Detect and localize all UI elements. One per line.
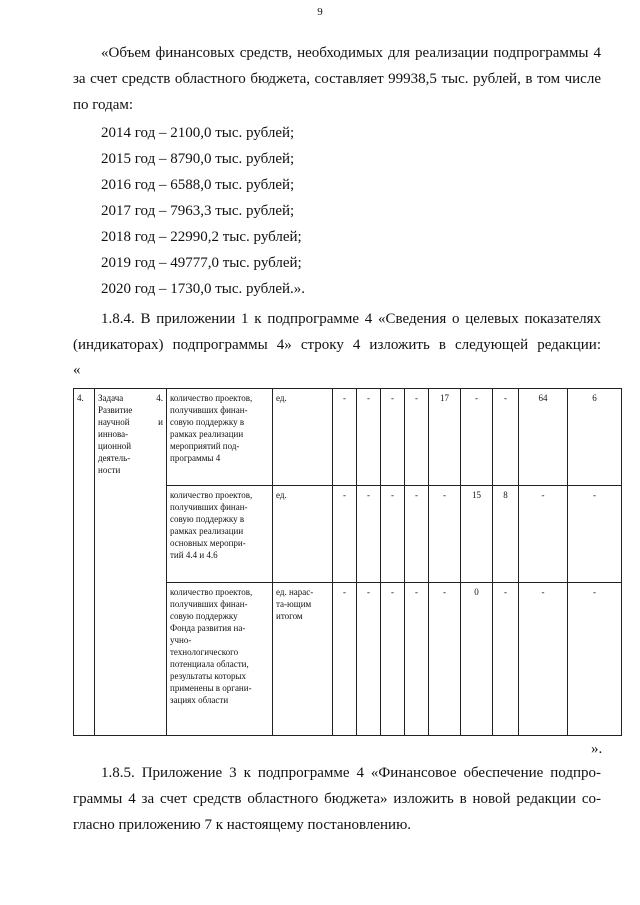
value-cell: - (493, 389, 519, 486)
unit-cell: ед. (273, 389, 333, 486)
unit-cell: ед. нарас- та-ющим итогом (273, 583, 333, 736)
value-cell: - (381, 389, 405, 486)
intro-line: по годам: (73, 97, 134, 113)
value-cell: - (357, 389, 381, 486)
section-line: гласно приложению 7 к настоящему постановлению. (73, 817, 412, 833)
intro-line: «Объем финансовых средств, необходимых для реализации подпрограммы 4 (101, 45, 601, 61)
year-list (101, 120, 305, 302)
value-cell: - (381, 583, 405, 736)
unit-cell: ед. (273, 486, 333, 583)
value-cell: 0 (461, 583, 493, 736)
value-cell: - (429, 486, 461, 583)
indicator-description: количество проектов, получивших финан- совую поддержку в рамках реализации основных меропри- тий 4.4 и 4.6 (167, 486, 273, 583)
value-cell: - (333, 389, 357, 486)
year-item: 2018 год – 22990,2 тыс. рублей; (101, 229, 302, 245)
value-cell: - (405, 486, 429, 583)
row-number: 4. (74, 389, 95, 736)
value-cell: - (357, 583, 381, 736)
page-number: 9 (317, 6, 323, 18)
value-cell: 8 (493, 486, 519, 583)
value-cell: - (357, 486, 381, 583)
intro-line: за счет средств областного бюджета, составляет 99938,5 тыс. рублей, в том числе (73, 71, 601, 87)
value-cell: - (429, 583, 461, 736)
year-item: 2020 год – 1730,0 тыс. рублей.». (101, 281, 306, 297)
year-item: 2017 год – 7963,3 тыс. рублей; (101, 203, 295, 219)
value-cell: - (568, 583, 622, 736)
value-cell: - (519, 486, 568, 583)
value-cell: - (405, 583, 429, 736)
value-cell: - (568, 486, 622, 583)
value-cell: - (519, 583, 568, 736)
section-line: граммы 4 за счет средств областного бюджета» изложить в новой редакции со- (73, 791, 601, 807)
year-item: 2019 год – 49777,0 тыс. рублей; (101, 255, 302, 271)
section-1-8-4 (73, 306, 601, 358)
indicator-description: количество проектов, получивших финан- совую поддержку Фонда развития на- учно- технологического потенциала области, результаты которых применены в органи- зациях области (167, 583, 273, 736)
value-cell: 17 (429, 389, 461, 486)
table-row (74, 389, 622, 486)
indicator-table (73, 388, 622, 736)
section-1-8-5 (73, 760, 601, 838)
value-cell: - (333, 583, 357, 736)
task-cell: Задача 4. Развитие научной и иннова- ционной деятель- ности (95, 389, 167, 736)
intro-paragraph (73, 40, 601, 118)
value-cell: - (333, 486, 357, 583)
indicator-description: количество проектов, получивших финан- совую поддержку в рамках реализации мероприятий под- программы 4 (167, 389, 273, 486)
value-cell: 6 (568, 389, 622, 486)
section-line: 1.8.5. Приложение 3 к подпрограмме 4 «Финансовое обеспечение подпро- (101, 765, 601, 781)
value-cell: - (461, 389, 493, 486)
value-cell: 64 (519, 389, 568, 486)
value-cell: - (405, 389, 429, 486)
value-cell: 15 (461, 486, 493, 583)
section-line: 1.8.4. В приложении 1 к подпрограмме 4 «Сведения о целевых показателях (101, 311, 601, 327)
quote-open: « (73, 362, 81, 378)
section-line: (индикаторах) подпрограммы 4» строку 4 изложить в следующей редакции: (73, 337, 601, 353)
value-cell: - (493, 583, 519, 736)
year-item: 2014 год – 2100,0 тыс. рублей; (101, 125, 295, 141)
year-item: 2015 год – 8790,0 тыс. рублей; (101, 151, 295, 167)
year-item: 2016 год – 6588,0 тыс. рублей; (101, 177, 295, 193)
quote-close: ». (591, 741, 603, 757)
value-cell: - (381, 486, 405, 583)
